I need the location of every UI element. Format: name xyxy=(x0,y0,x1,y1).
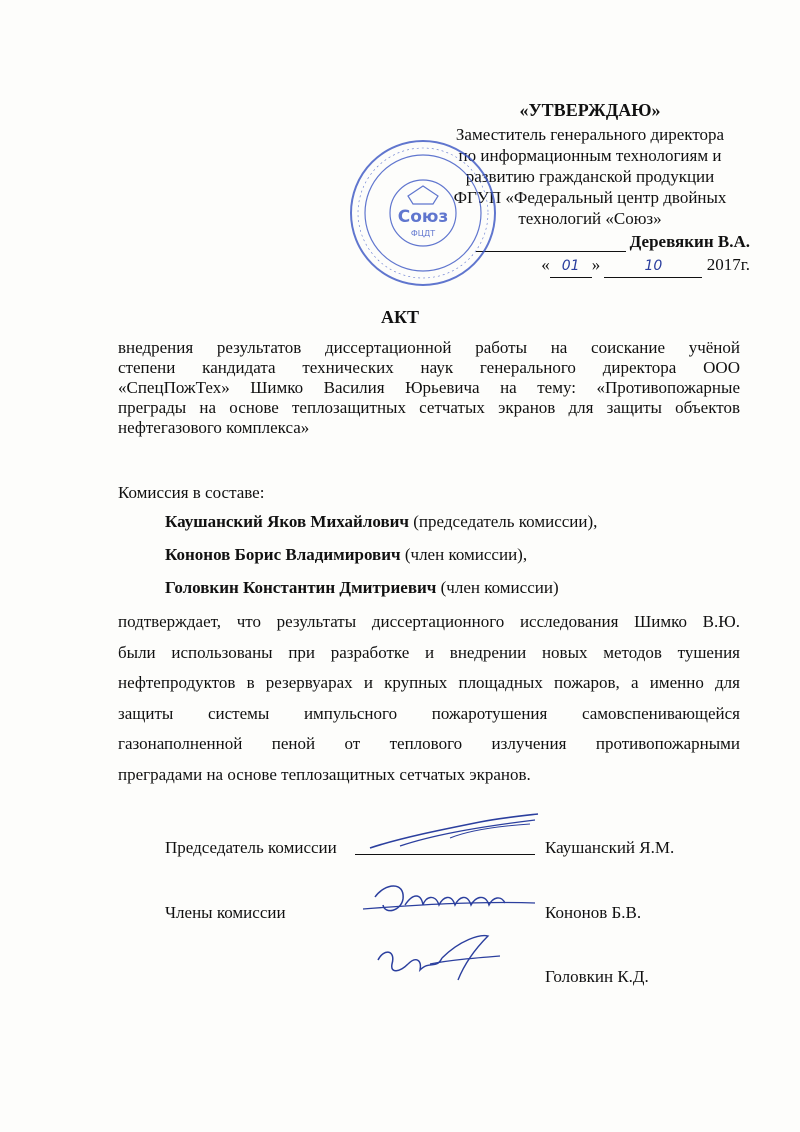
body-line: преградами на основе теплозащитных сетчатых экранов. xyxy=(118,764,531,784)
member2-signer-name: Головкин К.Д. xyxy=(545,967,649,986)
member-name: Каушанский Яков Михайлович xyxy=(165,512,410,531)
body-line: нефтепродуктов в резервуарах и крупных площадных пожаров, а именно для xyxy=(118,673,740,692)
commission-member xyxy=(165,545,527,565)
approval-line: развитию гражданской продукции xyxy=(465,167,715,186)
approval-signer-name: Деревякин В.А. xyxy=(629,232,750,251)
body-paragraph xyxy=(118,607,740,790)
date-day: 01 xyxy=(550,256,592,278)
member1-signer-name: Кононов Б.В. xyxy=(545,903,642,922)
commission-intro: Комиссия в составе: xyxy=(118,483,265,502)
member-role: (председатель комиссии), xyxy=(409,512,598,531)
date-month: 10 xyxy=(604,256,702,278)
commission-member xyxy=(165,578,559,598)
approval-line: по информационным технологиям и xyxy=(458,146,722,165)
approval-line: технологий «Союз» xyxy=(518,209,662,228)
signature-underline xyxy=(476,237,626,252)
stamp-bottom-text: ФЦДТ xyxy=(410,229,436,238)
chairman-name: Каушанский Я.М. xyxy=(545,838,675,857)
organization-stamp xyxy=(348,138,498,288)
approval-line: ФГУП «Федеральный центр двойных xyxy=(453,188,727,207)
intro-line: преграды на основе теплозащитных сетчатых экранов для защиты объектов xyxy=(118,398,740,417)
document-title: АКТ xyxy=(380,307,420,327)
member2-signature xyxy=(370,930,510,990)
chairman-label: Председатель комиссии xyxy=(165,838,337,857)
commission-member xyxy=(165,512,597,532)
date-open-quote: « xyxy=(541,255,550,274)
member-role: (член комиссии) xyxy=(436,578,559,597)
intro-paragraph xyxy=(118,338,740,438)
body-line: защиты системы импульсного пожаротушения самовспенивающейся xyxy=(118,703,740,723)
approval-title: «УТВЕРЖДАЮ» xyxy=(519,100,661,120)
approval-line: Заместитель генерального директора xyxy=(455,125,725,144)
body-line: подтверждает, что результаты диссертационного исследования Шимко В.Ю. xyxy=(118,612,740,631)
intro-line: степени кандидата технических наук генерального директора ООО xyxy=(118,358,740,377)
member-name: Кононов Борис Владимирович xyxy=(165,545,401,564)
intro-line: внедрения результатов диссертационной работы на соискание учёной xyxy=(118,338,740,357)
date-year: 2017г. xyxy=(706,255,750,274)
member-name: Головкин Константин Дмитриевич xyxy=(165,578,437,597)
chairman-signature xyxy=(360,808,550,863)
intro-line: «СпецПожТех» Шимко Василия Юрьевича на тему: «Противопожарные xyxy=(118,378,740,397)
body-line: были использованы при разработке и внедрении новых методов тушения xyxy=(118,642,740,662)
body-line: газонаполненной пеной от теплового излучения противопожарными xyxy=(118,734,740,753)
members-label: Члены комиссии xyxy=(165,903,286,922)
member1-signature xyxy=(355,875,545,930)
intro-line: нефтегазового комплекса» xyxy=(118,418,310,437)
date-close-quote: » xyxy=(591,255,601,274)
member-role: (член комиссии), xyxy=(400,545,528,564)
stamp-center-text: Союз xyxy=(397,207,449,227)
